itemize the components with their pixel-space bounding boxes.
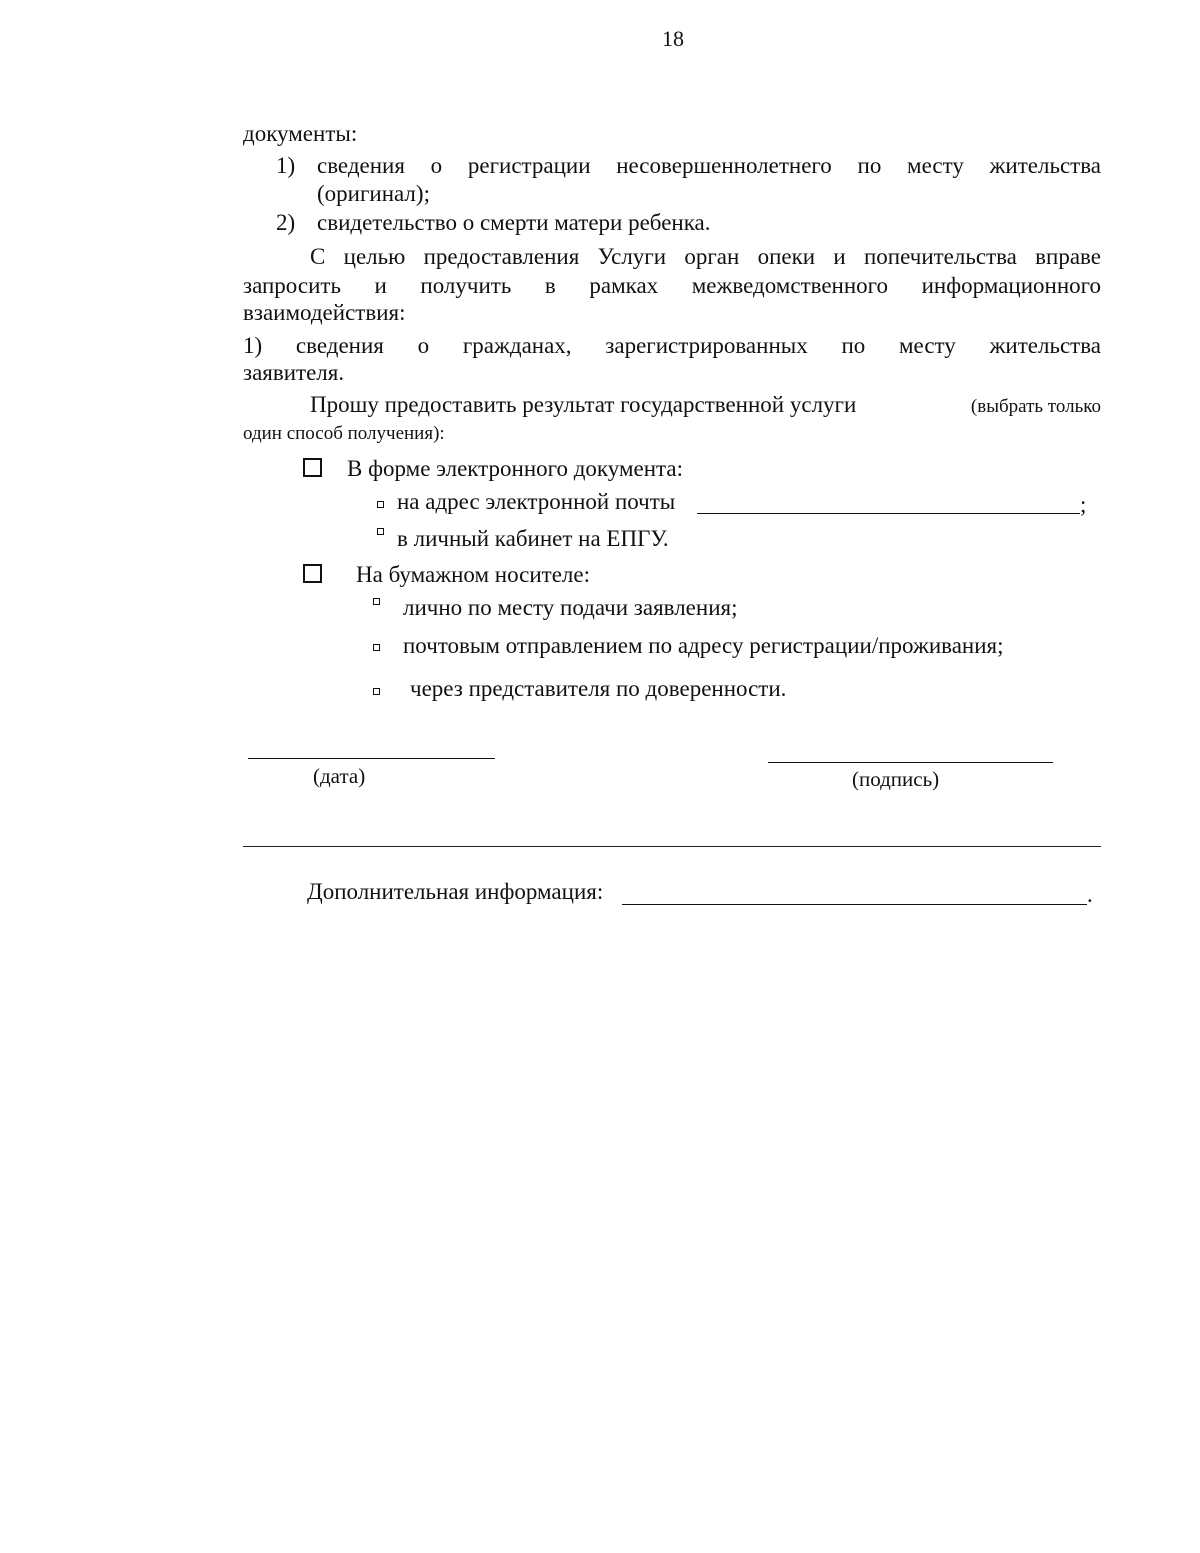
- paper-item-1: лично по месту подачи заявления;: [403, 595, 738, 620]
- additional-info-label: Дополнительная информация:: [307, 879, 604, 904]
- interagency-line-1: С целью предоставления Услуги орган опеки и попечительства вправе: [310, 244, 1101, 269]
- paper-bullet-3: [373, 688, 380, 695]
- signature-label: (подпись): [852, 767, 940, 791]
- date-line[interactable]: [248, 758, 495, 759]
- electronic-option-label: В форме электронного документа:: [347, 456, 683, 481]
- cabinet-bullet: [377, 528, 384, 535]
- interagency-item: 1) сведения о гражданах, зарегистрированных по месту жительства: [243, 333, 1101, 358]
- interagency-line-2: запросить и получить в рамках межведомственного информационного: [243, 273, 1101, 298]
- interagency-item-cont: заявителя.: [243, 360, 345, 385]
- paper-option-label: На бумажном носителе:: [356, 562, 590, 587]
- email-option-label: на адрес электронной почты: [397, 489, 676, 514]
- additional-info-end: .: [1087, 882, 1093, 907]
- document-2-number: 2): [276, 210, 296, 235]
- divider: [243, 846, 1101, 847]
- intro-text: документы:: [243, 121, 358, 146]
- interagency-line-3: взаимодействия:: [243, 300, 406, 325]
- page-number: 18: [662, 26, 684, 51]
- request-note: (выбрать только: [970, 396, 1101, 417]
- paper-option-checkbox[interactable]: [303, 564, 322, 583]
- email-bullet: [377, 501, 384, 508]
- signature-line[interactable]: [768, 762, 1053, 763]
- email-input-line[interactable]: [697, 513, 1080, 514]
- request-main-text: Прошу предоставить результат государственной услуги: [310, 392, 857, 417]
- paper-item-3: через представителя по доверенности.: [410, 676, 787, 701]
- document-1-text: сведения о регистрации несовершеннолетнего по месту жительства: [317, 153, 1101, 178]
- paper-bullet-1: [373, 598, 380, 605]
- electronic-option-checkbox[interactable]: [303, 458, 322, 477]
- paper-bullet-2: [373, 644, 380, 651]
- request-note-cont: один способ получения):: [243, 423, 445, 444]
- document-1-number: 1): [276, 153, 296, 178]
- cabinet-option-label: в личный кабинет на ЕПГУ.: [397, 526, 669, 551]
- email-end: ;: [1080, 492, 1087, 517]
- paper-item-2: почтовым отправлением по адресу регистрации/проживания;: [403, 633, 1004, 658]
- document-2-text: свидетельство о смерти матери ребенка.: [317, 210, 711, 235]
- additional-info-input-line[interactable]: [622, 904, 1087, 905]
- request-line: [310, 391, 1101, 421]
- date-label: (дата): [313, 764, 366, 788]
- document-1-text-cont: (оригинал);: [317, 181, 430, 206]
